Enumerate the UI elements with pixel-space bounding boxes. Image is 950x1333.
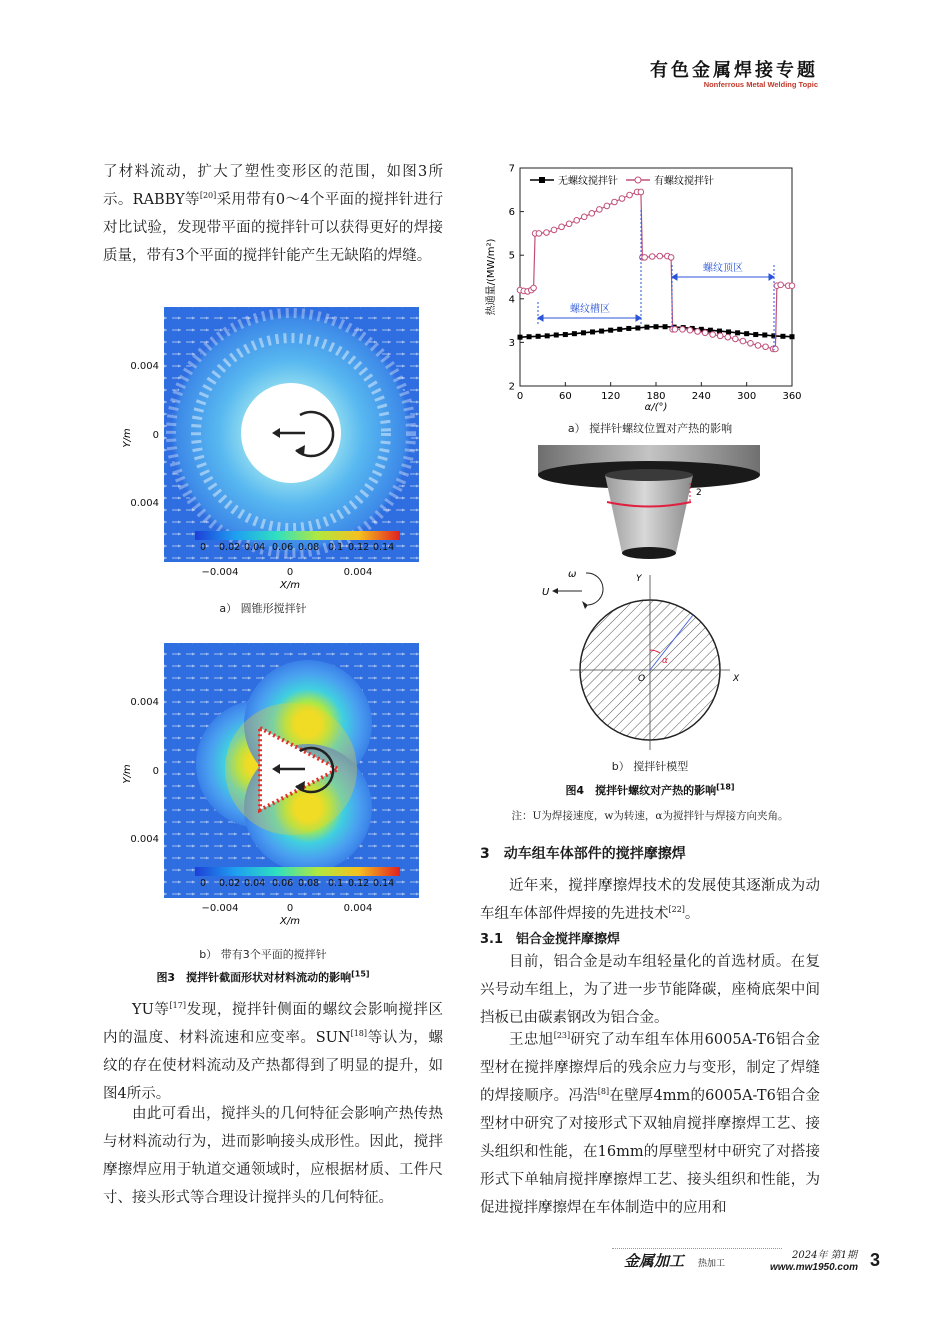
fig4b-pin-cross-section — [530, 565, 760, 755]
chart-x-label: α/(°) — [644, 402, 668, 413]
cbar-tick: 0.04 — [244, 878, 266, 889]
series-0-point — [790, 334, 795, 339]
welding-speed-label: U — [542, 587, 550, 598]
fig4b-caption: b） 搅拌针模型 — [611, 760, 689, 773]
series-1-point — [612, 199, 618, 205]
section-3-heading: 3 动车组车体部件的搅拌摩擦焊 — [480, 846, 686, 862]
series-0-point — [635, 326, 640, 331]
series-1-point — [536, 231, 542, 237]
series-1-point — [702, 330, 708, 336]
footer-issue: 2024年 第1期 — [792, 1250, 857, 1261]
groove-region-label: 螺纹槽区 — [570, 304, 610, 315]
series-1-point — [680, 327, 686, 333]
right-para-1: 近年来，搅拌摩擦焊技术的发展使其逐渐成为动车组车体部件焊接的先进技术[22]。 — [480, 878, 820, 922]
y-tick: 0 — [152, 430, 159, 441]
series-1-point — [763, 344, 769, 350]
alpha-label: α — [662, 656, 668, 666]
series-0-point — [663, 324, 668, 329]
series-1-point — [733, 336, 739, 342]
footer-brand-sub: 热加工 — [698, 1259, 726, 1269]
legend-label-thread: 有螺纹搅拌针 — [654, 176, 714, 187]
cbar-tick: 0.14 — [373, 542, 395, 553]
x-tick: −0.004 — [201, 567, 239, 578]
omega-label: ω — [568, 569, 577, 580]
right-para-3: 王忠旭[23]研究了动车组车体用6005A-T6铝合金型材在搅拌摩擦焊后的残余应力与变形，制定了焊缝的焊接顺序。冯浩[8]在壁厚4mm的6005A-T6铝合金型材中研究了对接形式下双轴肩搅拌摩擦焊工艺、接头组织和性能，在16mm的厚壁型材中研究了对搭接形式下单轴肩搅拌摩擦焊工艺、接头组织和性能，为促进搅拌摩擦焊在车体制造中的应用和 — [480, 1031, 821, 1216]
series-0-point — [518, 335, 523, 340]
fig4b-pin-3d-model — [530, 445, 780, 570]
chart-y-tick-label: 6 — [508, 207, 515, 219]
series-1-point — [649, 254, 655, 260]
series-0-point — [753, 332, 758, 337]
cbar-tick: 0.12 — [348, 542, 370, 553]
series-1-point — [627, 192, 633, 198]
series-1-point — [544, 230, 550, 236]
cbar-tick: 0 — [200, 878, 207, 889]
cbar-tick: 0.06 — [272, 878, 294, 889]
colorbar — [195, 867, 400, 876]
fig4a-caption: a） 搅拌针螺纹位置对产热的影响 — [567, 422, 733, 435]
series-0-point — [581, 330, 586, 335]
page-number: 3 — [870, 1250, 881, 1270]
cbar-tick: 0.08 — [298, 878, 320, 889]
x-tick: 0 — [286, 903, 294, 914]
cbar-tick: 0.12 — [348, 878, 370, 889]
chart-x-tick-label: 120 — [601, 391, 621, 402]
y-tick: 0 — [152, 766, 159, 777]
series-1-point — [695, 329, 701, 335]
series-0-point — [762, 332, 767, 337]
series-0-point — [608, 328, 613, 333]
x-tick: −0.004 — [201, 903, 239, 914]
series-0-point — [545, 333, 550, 338]
series-1-point — [740, 338, 746, 344]
series-0-point — [780, 334, 785, 339]
series-0-point — [617, 327, 622, 332]
legend-marker-thread — [635, 177, 641, 183]
x-axis-label: X — [733, 674, 740, 684]
y-axis-label: Y/m — [122, 428, 133, 448]
journal-topic-title: 有色金属焊接专题 — [650, 60, 818, 81]
legend-marker-no-thread — [539, 177, 545, 183]
chart-y-tick-label: 3 — [508, 337, 515, 349]
chart-x-tick-label: 300 — [737, 391, 757, 402]
series-0-point — [590, 329, 595, 334]
left-para-2: YU等[17]发现，搅拌针侧面的螺纹会影响搅拌区内的温度、材料流速和应变率。SUN[18]等认为，螺纹的存在使材料流动及产热都得到了明显的提升，如图4所示。 — [103, 1001, 444, 1102]
fig4-caption: 图4 搅拌针螺纹对产热的影响[18] — [565, 782, 735, 797]
series-1-point — [789, 283, 795, 289]
x-tick: 0.004 — [343, 567, 373, 578]
series-0-point — [626, 326, 631, 331]
series-0-point — [527, 334, 532, 339]
series-1-point — [773, 346, 779, 352]
series-1-point — [638, 189, 644, 195]
right-para-2: 目前，铝合金是动车组轻量化的首选材质。在复兴号动车组上，为了进一步节能降碳，座椅底架中间挡板已由碳素钢改为铝合金。 — [480, 954, 820, 1026]
rotation-icon — [586, 573, 603, 605]
footer-rule — [612, 1248, 782, 1249]
chart-x-tick-label: 180 — [646, 391, 666, 402]
chart-x-tick-label: 360 — [782, 391, 802, 402]
y-tick: 0.004 — [130, 697, 159, 708]
series-1-point — [657, 253, 663, 259]
series-1-point — [581, 214, 587, 220]
series-0-point — [554, 332, 559, 337]
cbar-tick: 0.08 — [298, 542, 320, 553]
chart-x-tick-label: 60 — [558, 391, 572, 402]
series-1-point — [574, 218, 580, 224]
chart-x-tick-label: 240 — [691, 391, 711, 402]
series-1-point — [597, 207, 603, 213]
y-tick: 0.004 — [130, 361, 159, 372]
left-para-1: 了材料流动，扩大了塑性变形区的范围，如图3所示。RABBY等[20]采用带有0～4个平面的搅拌针进行对比试验，发现带平面的搅拌针可以获得更好的焊接质量，带有3个平面的搅拌针能产生无缺陷的焊缝。 — [103, 164, 443, 264]
legend-label-no-thread: 无螺纹搅拌针 — [558, 176, 618, 187]
chart-y-tick-label: 4 — [508, 294, 515, 306]
chart-y-tick-label: 2 — [508, 381, 515, 393]
y-axis-label: Y/m — [122, 764, 133, 784]
chart-x-tick-label: 0 — [516, 391, 524, 402]
left-para-3: 由此可看出，搅拌头的几何特征会影响产热传热与材料流动行为，进而影响接头成形性。因此，搅拌摩擦焊应用于轨道交通领域时，应根据材质、工件尺寸、接头形式等合理设计搅拌头的几何特征。 — [103, 1106, 443, 1206]
pin-body — [605, 475, 693, 553]
fig4-note: 注：U为焊接速度，w为转速，α为搅拌针与焊接方向夹角。 — [511, 810, 789, 822]
cbar-tick: 0.1 — [328, 542, 344, 553]
series-1-point — [725, 334, 731, 340]
series-0-point — [654, 324, 659, 329]
cbar-tick: 0.1 — [328, 878, 344, 889]
series-1-point — [604, 203, 610, 209]
series-1-point — [619, 196, 625, 202]
series-0-point — [735, 330, 740, 335]
fig3a-flow-plot — [100, 300, 430, 595]
section-3-1-heading: 3.1 铝合金搅拌摩擦焊 — [480, 932, 621, 947]
series-1-point — [710, 332, 716, 338]
footer-brand: 金属加工 — [624, 1252, 685, 1270]
pin-tip — [622, 547, 676, 559]
series-1-point — [755, 343, 761, 349]
fig3-caption: 图3 搅拌针截面形状对材料流动的影响[15] — [156, 969, 370, 984]
cbar-tick: 0.02 — [219, 878, 241, 889]
series-0-point — [726, 329, 731, 334]
series-0-point — [572, 331, 577, 336]
fig3b-caption: b） 带有3个平面的搅拌针 — [199, 948, 327, 961]
y-tick: 0.004 — [130, 834, 159, 845]
x-tick: 0 — [286, 567, 294, 578]
series-0-point — [599, 329, 604, 334]
series-0-point — [744, 331, 749, 336]
series-1-point — [668, 255, 674, 261]
series-0-point — [644, 325, 649, 330]
series-1-point — [778, 282, 784, 288]
series-1-point — [531, 285, 537, 291]
chart-y-label: 热通量/(MW/m²) — [486, 238, 497, 316]
x-tick: 0.004 — [343, 903, 373, 914]
chart-y-tick-label: 5 — [508, 250, 515, 262]
fig3b-flow-plot — [100, 636, 430, 931]
series-1-point — [559, 224, 565, 230]
series-1-point — [589, 211, 595, 217]
series-0-point — [563, 332, 568, 337]
series-1-point — [717, 333, 723, 339]
origin-label: O — [638, 674, 646, 684]
series-1-point — [566, 221, 572, 227]
x-axis-label: X/m — [280, 580, 300, 591]
chart-y-tick-label: 7 — [508, 163, 515, 175]
cbar-tick: 0 — [200, 542, 207, 553]
series-0-point — [536, 334, 541, 339]
crest-region-label: 螺纹顶区 — [703, 263, 743, 274]
y-axis-label: Y — [636, 574, 642, 584]
fig3a-caption: a） 圆锥形搅拌针 — [219, 602, 307, 615]
series-1-point — [642, 255, 648, 261]
journal-topic-title-en: Nonferrous Metal Welding Topic — [703, 80, 818, 89]
series-1-point — [748, 340, 754, 346]
series-1-point — [687, 327, 693, 333]
x-axis-label: X/m — [280, 916, 300, 927]
cbar-tick: 0.04 — [244, 542, 266, 553]
fig4a-line-chart — [478, 160, 818, 415]
thread-pitch-label: 2 — [696, 488, 702, 498]
cbar-tick: 0.02 — [219, 542, 241, 553]
series-1-point — [672, 327, 678, 333]
series-1-point — [551, 227, 557, 233]
cbar-tick: 0.06 — [272, 542, 294, 553]
cbar-tick: 0.14 — [373, 878, 395, 889]
y-tick: 0.004 — [130, 498, 159, 509]
colorbar — [195, 531, 400, 540]
footer-url[interactable]: www.mw1950.com — [770, 1262, 858, 1273]
